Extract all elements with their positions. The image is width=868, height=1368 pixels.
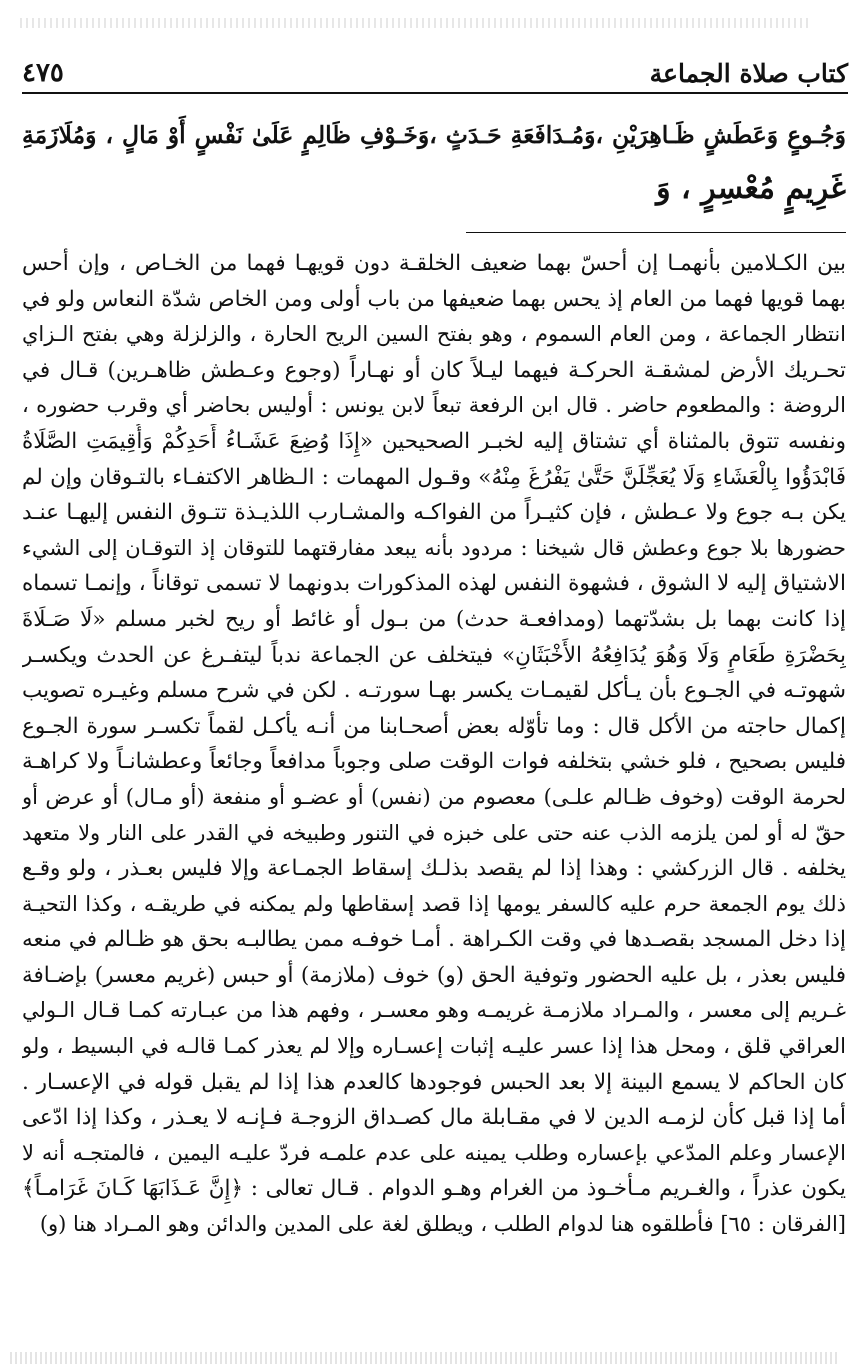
- commentary-line: يكن بـه جوع ولا عـطش ، فإن كثيـراً من الفواكـه والمشـارب اللذيـذة تتـوق النفس إليهـا عنـد: [22, 500, 846, 526]
- commentary-line: حضورها بلا جوع وعطش قال شيخنا : مردود بأنه يبعد مفارقتهما للتوقان إذ التوقـان إلى الشيء: [22, 535, 846, 560]
- commentary-line: فَابْدَؤُوا بِالْعَشَاءِ وَلَا يُعَجِّلَنَّ حَتَّىٰ يَفْرُغَ مِنْهُ» وقـول المهمات : الـظاهر الاكتفـاء بالتـوقان وإن لم: [22, 464, 846, 490]
- commentary-line: غـريم إلى معسر ، والمـراد ملازمـة غريمـه وهو معسـر ، وفهم هذا من عبـارته كمـا قـال الـولي: [22, 998, 846, 1023]
- commentary-line: [الفرقان : ٦٥] فأطلقوه هنا لدوام الطلب ، ويطلق لغة على المدين والدائن وهو المـراد هنا (و): [39, 1212, 846, 1237]
- commentary-line: شهوتـه في الجـوع بأن يـأكل لقيمـات يكسر بهـا سورتـه . لكن في شرح مسلم وغيـره تصويب: [22, 678, 846, 704]
- commentary-line: إذا دخل المسجد بقصـدها في وقت الكـراهة . أمـا خوفـه ممن يطالبـه بحق هو ظـالم في منعه: [22, 927, 846, 953]
- main-text-line: وَجُـوعٍ وَعَطَشٍ ظَـاهِرَيْنِ ،وَمُـدَافَعَةِ حَـدَثٍ ،وَخَـوْفِ ظَالِمٍ عَلَىٰ نَفْسٍ أَوْ مَالٍ ، وَمُلَازَمَةِ: [22, 121, 846, 149]
- commentary-text-block: [22, 246, 846, 1243]
- commentary-line: حقّ له أو لمن يلزمه الذب عنه حتى على خبزه في التنور وطبيخه في القدر على النار ولا متعهد: [22, 820, 846, 845]
- commentary-line: ذلك يوم الجمعة حرم عليه كالسفر يومها إذا قصد إسقاطها ولم يمكنه في طريقـه ، وكذا التحيـة: [22, 891, 846, 916]
- commentary-line: الاشتياق إليه لا الشوق ، فشهوة النفس لهذه المذكورات بدونهما لا تسمى توقاناً ، وإنمـا تسماه: [22, 571, 846, 597]
- commentary-line: ونفسه تتوق بالمثناة أي تشتاق إليه لخبـر الصحيحين «إِذَا وُضِعَ عَشَـاءُ أَحَدِكُمْ وَأُقِيمَتِ الصَّلَاةُ: [22, 428, 846, 454]
- commentary-line: تحـريك الأرض لمشقـة الحركـة فيهما ليـلاً كان أو نهـاراً (وجوع وعـطش ظاهـرين) قـال في: [22, 357, 846, 383]
- commentary-line: إذا كانت بهما بل بشدّتهما (ومدافعـة حدث) من بـول أو غائط أو ريح لخبر مسلم «لَا صَـلَاةَ: [22, 606, 846, 632]
- commentary-line: كان الحاكم لا يسمع البينة إلا بعد الحبس فوجودها كالعدم هذا إذا لم يقبل قوله في الإعسـار .: [22, 1069, 846, 1095]
- commentary-line: لحرمة الوقت (وخوف ظـالم علـى) معصوم من (نفس) أو عضـو أو منفعة (أو مـال) أو عرض أو: [22, 784, 846, 809]
- page-number: ٤٧٥: [22, 58, 64, 88]
- commentary-line: يكون عذراً ، والغـريم مـأخـوذ من الغرام وهـو الدوام . قـال تعالى : ﴿إِنَّ عَـذَابَهَا كَـانَ غَرَامـاً﴾: [22, 1176, 846, 1202]
- commentary-line: فليس بعذر ، بل عليه الحضور وتوفية الحق (و) خوف (ملازمة) أو حبس (غريم معسر) بإضـافة: [22, 962, 846, 988]
- commentary-line: الإعسار وعلم المدّعي بإعساره وطلب يمينه على عدم علمـه فردّ عليـه اليمين ، فالمتجـه أنه لا: [22, 1140, 846, 1165]
- commentary-line: إكمال حاجته من الأكل قال : وما تأوّله بعض أصحـابنا من أنـه يأكـل لقماً تكسـر سورة الجـوع: [22, 713, 846, 739]
- chapter-title: كتاب صلاة الجماعة: [649, 59, 848, 88]
- main-text-block: [22, 108, 846, 216]
- commentary-line: العراقي قلق ، ومحل هذا إذا عسر عليـه إثبات إعسـاره وإلا لم يعذر كمـا قالـه في البسيط ، ولو: [22, 1034, 846, 1059]
- commentary-line: يخلفه . قال الزركشي : وهذا إذا لم يقصد بذلـك إسقاط الجمـاعة وإلا فليس بعـذر ، ولو وقـع: [22, 856, 846, 882]
- scan-noise-top: [20, 18, 808, 28]
- commentary-separator: [466, 232, 846, 233]
- commentary-line: فليس بصحيح ، فلو خشي بتخلفه فوات الوقت صلى وجوباً مدافعاً وجائعاً وعطشانـاً ولا كراهـة: [22, 749, 846, 775]
- commentary-line: بهما قويها فهما من العام إذ يحس بهما ضعيفها من باب أولى ومن الخاص شدّة النعاس ولو في: [22, 286, 846, 312]
- commentary-line: بِحَضْرَةِ طَعَامٍ وَلَا وَهُوَ يُدَافِعُهُ الأَخْبَثَانِ» فيتخلف عن الجماعة ندباً ليتفـرغ عن الحدث ويكسـر: [22, 642, 846, 668]
- commentary-line: انتظار الجماعة ، ومن العام السموم ، وهو بفتح السين الريح الحارة ، والزلزلة وهي بفتح الـزاي: [22, 322, 846, 347]
- commentary-line: الروضة : والمطعوم حاضر . قال ابن الرفعة تبعاً لابن يونس : أوليس بحاضر أي وقرب حضوره ،: [22, 393, 846, 418]
- commentary-line: أما إذا قبل كأن لزمـه الدين لا في مقـابلة مال كصـداق الزوجـة فـإنـه لا يعـذر ، وكذا إذا ادّعى: [22, 1105, 846, 1131]
- commentary-line: بين الكـلامين بأنهمـا إن أحسّ بهما ضعيف الخلقـة دون قويهـا فهما من الخـاص ، وإن أحس: [22, 251, 846, 276]
- scan-noise-bottom: [10, 1352, 838, 1364]
- page-header: [22, 44, 848, 94]
- main-text-line: غَرِيمٍ مُعْسِرٍ ، وَ: [656, 171, 846, 206]
